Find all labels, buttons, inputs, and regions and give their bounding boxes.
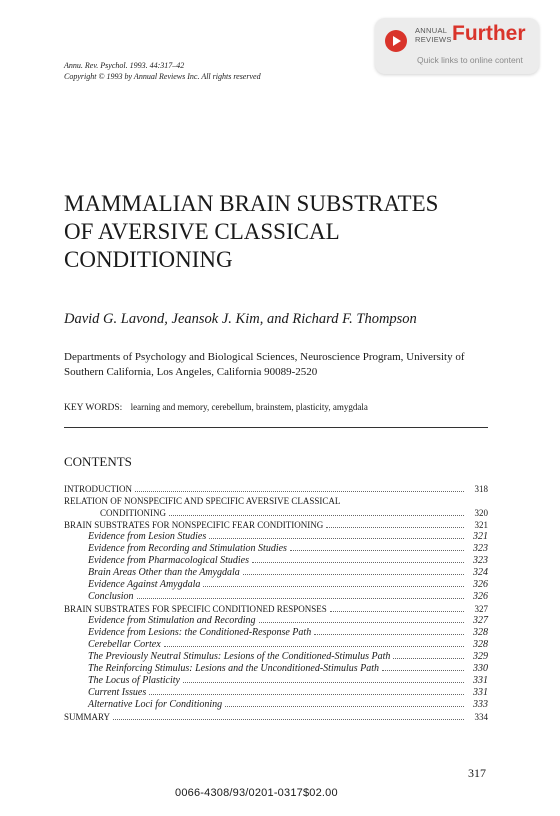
toc-leader-dots xyxy=(330,611,464,612)
toc-entry-label: SUMMARY xyxy=(64,712,111,722)
toc-entry-page: 324 xyxy=(473,567,488,578)
journal-copyright: Copyright © 1993 by Annual Reviews Inc. All rights reserved xyxy=(64,72,261,81)
toc-leader-dots xyxy=(382,670,464,671)
badge-line-reviews: REVIEWS xyxy=(415,34,452,44)
toc-entry-label: Evidence from Recording and Stimulation Studies xyxy=(88,543,287,554)
badge-quick-links[interactable]: Quick links to online content xyxy=(417,55,523,65)
toc-entry[interactable] xyxy=(64,495,488,507)
toc-entry-page: 330 xyxy=(473,663,488,674)
toc-entry[interactable] xyxy=(64,579,488,591)
toc-entry-label: The Reinforcing Stimulus: Lesions and the Unconditioned-Stimulus Path xyxy=(88,663,379,674)
keywords-text: learning and memory, cerebellum, brainstem, plasticity, amygdala xyxy=(130,402,368,412)
toc-entry-label: Evidence from Pharmacological Studies xyxy=(88,555,249,566)
toc-entry-label: BRAIN SUBSTRATES FOR NONSPECIFIC FEAR CONDITIONING xyxy=(64,520,324,530)
keywords-line xyxy=(64,402,368,413)
toc-leader-dots xyxy=(203,586,464,587)
keywords-label: KEY WORDS: xyxy=(64,403,123,413)
toc-leader-dots xyxy=(393,658,464,659)
toc-leader-dots xyxy=(259,622,464,623)
toc-entry-page: 318 xyxy=(474,484,488,494)
article-code: 0066-4308/93/0201-0317$02.00 xyxy=(175,787,338,799)
toc-entry[interactable] xyxy=(64,543,488,555)
page-number: 317 xyxy=(468,766,486,780)
toc-entry-page: 323 xyxy=(473,555,488,566)
toc-entry-page: 323 xyxy=(473,543,488,554)
toc-entry-page: 334 xyxy=(474,712,488,722)
toc-entry[interactable] xyxy=(64,555,488,567)
contents-heading: CONTENTS xyxy=(64,454,132,469)
toc-entry-label: Evidence Against Amygdala xyxy=(88,579,201,590)
toc-entry-label: Current Issues xyxy=(88,687,147,698)
toc-entry[interactable] xyxy=(64,591,488,603)
toc-leader-dots xyxy=(183,682,464,683)
toc-entry-page: 328 xyxy=(473,639,488,650)
toc-entry-label: RELATION OF NONSPECIFIC AND SPECIFIC AVERSIVE CLASSICAL xyxy=(64,496,341,506)
toc-leader-dots xyxy=(225,706,464,707)
title-line: OF AVERSIVE CLASSICAL xyxy=(64,219,340,244)
toc-entry-label: Evidence from Lesions: the Conditioned-Response Path xyxy=(88,627,312,638)
toc-entry-page: 326 xyxy=(473,591,488,602)
toc-entry-page: 328 xyxy=(473,627,488,638)
toc-entry-label: The Previously Neutral Stimulus: Lesions of the Conditioned-Stimulus Path xyxy=(88,651,391,662)
toc-leader-dots xyxy=(243,574,464,575)
article-title xyxy=(64,190,524,274)
toc-leader-dots xyxy=(252,562,464,563)
play-logo-icon xyxy=(384,29,408,53)
badge-further: Further xyxy=(452,22,526,45)
toc-entry-label: BRAIN SUBSTRATES FOR SPECIFIC CONDITIONED RESPONSES xyxy=(64,604,327,614)
badge-line-annual: ANNUAL xyxy=(415,26,448,35)
toc-entry-label: Alternative Loci for Conditioning xyxy=(88,699,223,710)
toc-entry[interactable] xyxy=(64,675,488,687)
toc-entry[interactable] xyxy=(64,711,488,723)
toc-entry-page: 331 xyxy=(473,687,488,698)
toc-leader-dots xyxy=(137,598,464,599)
journal-citation: Annu. Rev. Psychol. 1993. 44:317–42 xyxy=(64,61,185,70)
toc-entry-label: Evidence from Stimulation and Recording xyxy=(88,615,256,626)
toc-leader-dots xyxy=(326,527,464,528)
toc-entry[interactable] xyxy=(64,627,488,639)
toc-entry[interactable] xyxy=(64,483,488,495)
toc-entry-page: 321 xyxy=(473,531,488,542)
toc-entry[interactable] xyxy=(64,567,488,579)
toc-entry[interactable] xyxy=(64,687,488,699)
toc-entry[interactable] xyxy=(64,699,488,711)
toc-entry-page: 329 xyxy=(473,651,488,662)
toc-leader-dots xyxy=(169,515,464,516)
title-line: CONDITIONING xyxy=(64,247,233,272)
toc-entry[interactable] xyxy=(64,663,488,675)
toc-leader-dots xyxy=(135,491,464,492)
toc-entry-label: Conclusion xyxy=(88,591,134,602)
toc-leader-dots xyxy=(113,719,464,720)
toc-entry-page: 327 xyxy=(473,615,488,626)
toc-entry-label: INTRODUCTION xyxy=(64,484,132,494)
toc-entry-page: 327 xyxy=(474,604,488,614)
toc-leader-dots xyxy=(149,694,464,695)
article-authors: David G. Lavond, Jeansok J. Kim, and Richard F. Thompson xyxy=(64,311,417,327)
toc-entry-label: CONDITIONING xyxy=(100,508,166,518)
journal-citation-block xyxy=(64,60,261,82)
toc-entry-label: Evidence from Lesion Studies xyxy=(88,531,207,542)
toc-entry[interactable] xyxy=(64,519,488,531)
annual-reviews-further-badge[interactable] xyxy=(375,18,539,74)
badge-publisher xyxy=(415,27,452,44)
toc-entry[interactable] xyxy=(64,603,488,615)
toc-entry-page: 331 xyxy=(473,675,488,686)
toc-entry[interactable] xyxy=(64,651,488,663)
title-line: MAMMALIAN BRAIN SUBSTRATES xyxy=(64,191,439,216)
toc-leader-dots xyxy=(164,646,464,647)
toc-entry-page: 333 xyxy=(473,699,488,710)
toc-entry-label: Brain Areas Other than the Amygdala xyxy=(88,567,240,578)
toc-entry-page: 326 xyxy=(473,579,488,590)
table-of-contents xyxy=(64,483,488,723)
author-affiliation: Departments of Psychology and Biological Sciences, Neuroscience Program, University of Southern California, Los Angeles, California 90089-2520 xyxy=(64,351,465,378)
toc-entry[interactable] xyxy=(64,615,488,627)
toc-entry-page: 320 xyxy=(474,508,488,518)
toc-entry[interactable] xyxy=(64,639,488,651)
toc-entry-label: The Locus of Plasticity xyxy=(88,675,180,686)
toc-leader-dots xyxy=(290,550,464,551)
toc-leader-dots xyxy=(209,538,464,539)
toc-entry[interactable] xyxy=(64,507,488,519)
toc-entry-label: Cerebellar Cortex xyxy=(88,639,161,650)
toc-leader-dots xyxy=(314,634,464,635)
toc-entry[interactable] xyxy=(64,531,488,543)
section-divider xyxy=(64,427,488,428)
toc-entry-page: 321 xyxy=(474,520,488,530)
